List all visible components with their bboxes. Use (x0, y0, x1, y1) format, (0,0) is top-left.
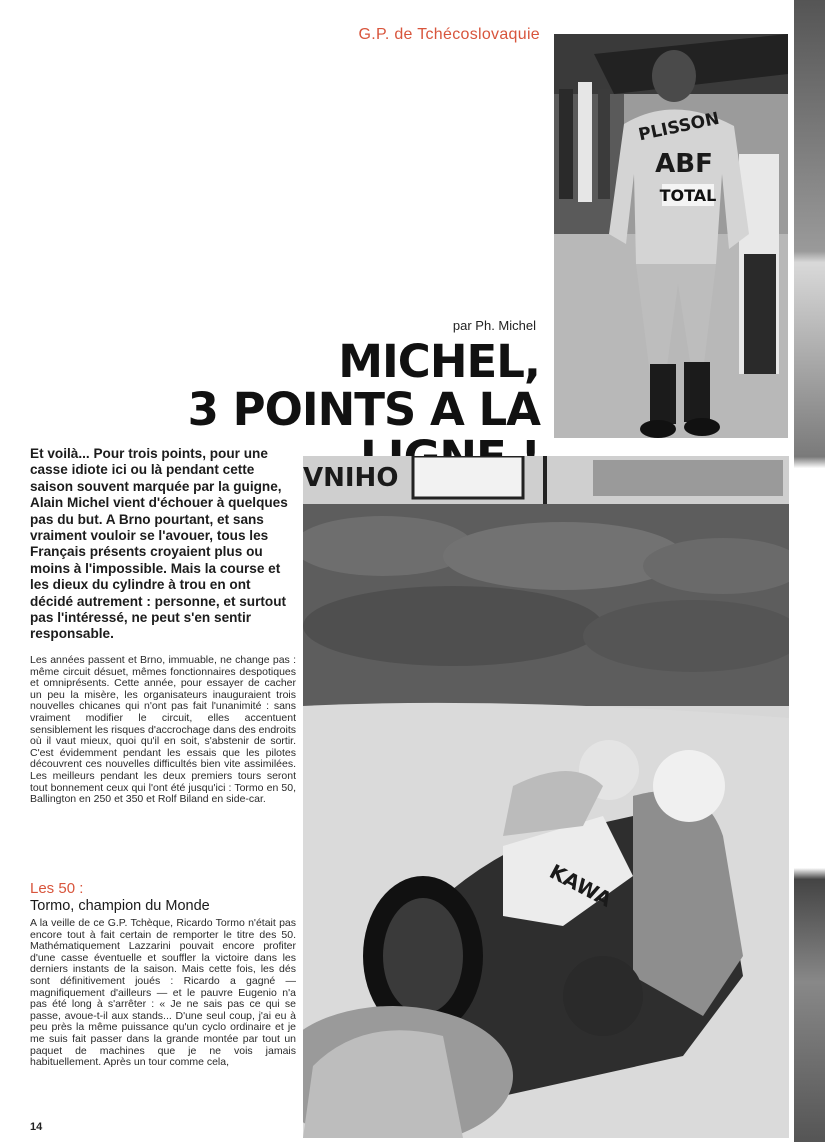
banner-text: VNIHO (303, 463, 399, 493)
headline-line-1: MICHEL, (338, 335, 540, 388)
rider-standing-photo (554, 34, 788, 438)
subhead-title: Tormo, champion du Monde (30, 898, 210, 914)
fairing-text: KAWA (545, 859, 616, 912)
body-paragraph-1: Les années passent et Brno, immuable, ne change pas : même circuit désuet, mêmes fonctionnaires despotiques et omniprésents. Cette année, pour essayer de cacher un peu la misère, les organisateurs inauguraient trois nouvelles chicanes qui n'ont pas fait l'unanimité : sans vraiment modifier le circuit, elles accentuent sensiblement les risques d'accrochage dans des endroits où il vaut mieux, quoi qu'il en soit, s'abstenir de sortir. C'est évidemment pendant les essais que les pilotes découvrent ces nouvelles difficultés bien vite assimilées. Les meilleurs pendant les deux premiers tours seront tout bonnement ceux qui l'ont été jusqu'ici : Tormo en 50, Ballington en 250 et 350 et Rolf Biland en side-car. (30, 654, 296, 806)
rider-standing-illustration (554, 34, 788, 438)
lead-paragraph: Et voilà... Pour trois points, pour une casse idiote ici ou là pendant cette saison souvent marquée par la guigne, Alain Michel vient d'échouer à quelques pas du but. A Brno pourtant, et sans vraiment vouloir se l'avouer, tous les Français présents croyaient plus ou moins à l'impossible. Mais la course et les dieux du cylindre à trou en ont décidé autrement : personne, et surtout pas l'intéressé, ne peut s'en sentir responsable. (30, 446, 288, 642)
page-number: 14 (30, 1121, 43, 1133)
adjacent-page-edge (794, 0, 825, 1142)
leathers-text-3: TOTAL (659, 186, 717, 205)
racing-riders-illustration (303, 456, 789, 1138)
author-byline: par Ph. Michel (452, 318, 536, 333)
leathers-text-1: PLISSON (636, 108, 722, 146)
racing-riders-photo (303, 456, 789, 1138)
leathers-text-2: ABF (655, 149, 713, 179)
subhead-class: Les 50 : (30, 880, 84, 897)
headline-line-2: 3 POINTS A LA (187, 383, 540, 436)
body-paragraph-2: A la veille de ce G.P. Tchèque, Ricardo Tormo n'était pas encore tout à fait certain de remporter le titre des 50. Mathématiquement Lazzarini pouvait encore profiter d'une casse éventuelle et souffler la victoire dans les derniers instants de la saison. Mais cette fois, les dés sont définitivement joués : Ricardo a gagné — magnifiquement d'ailleurs — et le pauvre Eugenio n'a pas été long à s'arrêter : « Je ne sais pas ce qui se passe, avoue-t-il aux stands... D'une seul coup, j'ai eu à peu près la même puissance qu'un cyclo ordinaire et je me suis fait passer dans la grande montée par tout un paquet de machines que je ne vois jamais habituellement. Après un tour comme cela, (30, 917, 296, 1069)
section-title: G.P. de Tchécoslovaquie (358, 26, 540, 43)
